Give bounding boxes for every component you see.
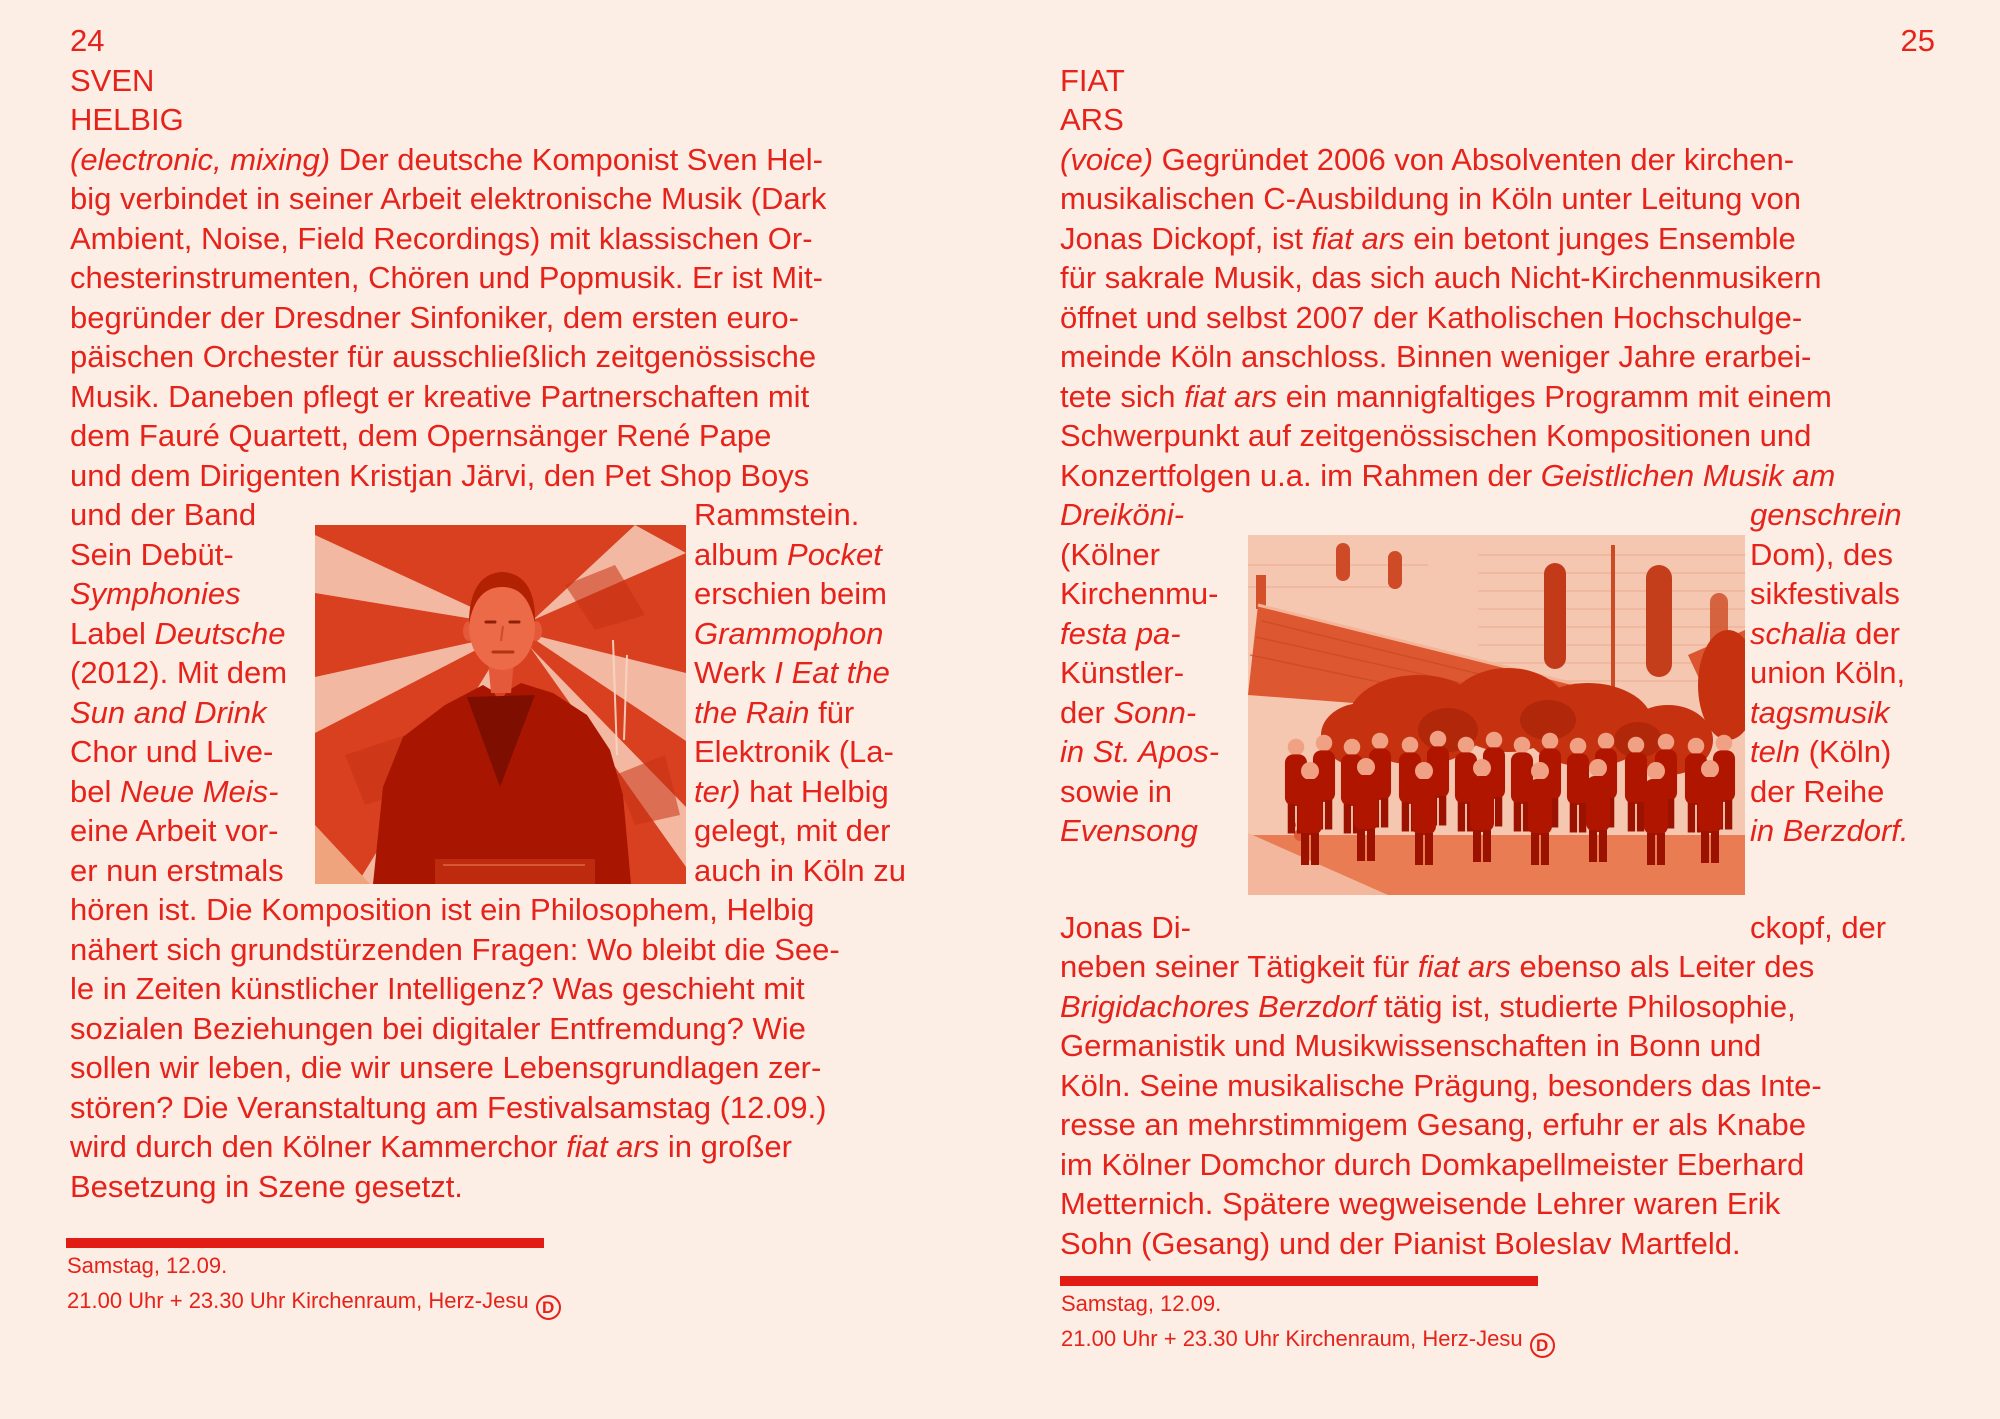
- wrap-fragment-left: festa pa-: [1060, 615, 1181, 651]
- wrap-fragment-right: erschien beim: [694, 576, 887, 611]
- text-line: (electronic, mixing) Der deutsche Komponist Sven Hel-: [70, 141, 823, 177]
- event-info-text: 21.00 Uhr + 23.30 Uhr Kirchenraum, Herz-Jesu: [67, 1288, 529, 1313]
- text-line: le in Zeiten künstlicher Intelligenz? Was geschieht mit: [70, 971, 805, 1006]
- text-line: Germanistik und Musikwissenschaften in Bonn und: [1060, 1028, 1762, 1063]
- wrap-fragment-right: Dom), des: [1750, 536, 1893, 572]
- text-line: Brigidachores Berzdorf tätig ist, studierte Philosophie,: [1060, 988, 1796, 1024]
- footer-rule: [66, 1238, 544, 1248]
- event-time-venue: [1061, 1325, 1555, 1358]
- wrap-fragment-right: album Pocket: [694, 536, 882, 572]
- wrap-fragment-right: Elektronik (La-: [694, 734, 894, 769]
- wrap-fragment-left: Künstler-: [1060, 655, 1185, 690]
- wrap-fragment-left: Sein Debüt-: [70, 536, 234, 572]
- wrap-fragment-right: teln (Köln): [1750, 734, 1892, 769]
- wrap-fragment-left: in St. Apos-: [1060, 734, 1220, 769]
- text-line: (voice) Gegründet 2006 von Absolventen der kirchen-: [1060, 141, 1795, 177]
- duotone-choir-graphic: [1248, 535, 1745, 895]
- wrap-fragment-right: auch in Köln zu: [694, 852, 906, 888]
- sven-helbig-photo: [315, 525, 686, 884]
- wrap-fragment-right: ter) hat Helbig: [694, 773, 889, 809]
- page-number: 25: [1900, 23, 1935, 58]
- text-line: hören ist. Die Komposition ist ein Philosophem, Helbig: [70, 892, 815, 927]
- wrap-fragment-right: Werk I Eat the: [694, 655, 890, 690]
- outro-paragraph: [1060, 947, 1935, 1263]
- text-line: meinde Köln anschloss. Binnen weniger Jahre erarbei-: [1060, 339, 1812, 374]
- text-line: im Kölner Domchor durch Domkapellmeister Eberhard: [1060, 1146, 1805, 1182]
- text-line: chesterinstrumenten, Chören und Popmusik. Er ist Mit-: [70, 260, 823, 295]
- text-line: wird durch den Kölner Kammerchor fiat ars in großer: [70, 1129, 792, 1164]
- wrap-fragment-left: Kirchenmu-: [1060, 576, 1219, 611]
- text-line: Schwerpunkt auf zeitgenössischen Kompositionen und: [1060, 418, 1812, 453]
- wrap-fragment-right: gelegt, mit der: [694, 813, 891, 848]
- wrap-fragment-left: Chor und Live-: [70, 734, 274, 769]
- event-date: Samstag, 12.09.: [1061, 1291, 1222, 1316]
- text-line: begründer der Dresdner Sinfoniker, dem ersten euro-: [70, 299, 799, 335]
- wrap-fragment-left: Symphonies: [70, 576, 241, 611]
- text-line: Metternich. Spätere wegweisende Lehrer waren Erik: [1060, 1186, 1781, 1221]
- text-line: nähert sich grundstürzenden Fragen: Wo bleibt die See-: [70, 931, 840, 967]
- venue-code-badge: D: [536, 1295, 561, 1320]
- wrap-fragment-right: tagsmusik: [1750, 694, 1890, 730]
- text-line: Musik. Daneben pflegt er kreative Partnerschaften mit: [70, 378, 810, 414]
- text-line: musikalischen C-Ausbildung in Köln unter Leitung von: [1060, 181, 1801, 216]
- wrap-fragment-right: ckopf, der: [1750, 909, 1887, 945]
- footer-rule: [1060, 1276, 1538, 1286]
- text-line: Sohn (Gesang) und der Pianist Boleslav Martfeld.: [1060, 1225, 1741, 1261]
- text-line: sollen wir leben, die wir unsere Lebensgrundlagen zer-: [70, 1050, 822, 1085]
- wrap-fragment-right: in Berzdorf.: [1750, 813, 1909, 848]
- wrap-fragment-left: bel Neue Meis-: [70, 773, 279, 809]
- event-date: Samstag, 12.09.: [67, 1253, 228, 1278]
- text-line: und dem Dirigenten Kristjan Järvi, den Pet Shop Boys: [70, 457, 810, 493]
- wrap-fragment-right: sikfestivals: [1750, 576, 1900, 611]
- artist-title-line: FIAT: [1060, 62, 1125, 98]
- text-line: stören? Die Veranstaltung am Festivalsamstag (12.09.): [70, 1089, 827, 1125]
- duotone-portrait-graphic: [315, 525, 686, 884]
- text-line: öffnet und selbst 2007 der Katholischen Hochschulge-: [1060, 299, 1803, 335]
- wrap-fragment-right: union Köln,: [1750, 655, 1906, 690]
- wrap-fragment-left: der Sonn-: [1060, 694, 1197, 730]
- wrap-fragment-left: Label Deutsche: [70, 615, 286, 651]
- wrap-fragment-left: (2012). Mit dem: [70, 655, 288, 690]
- wrap-fragment-left: sowie in: [1060, 773, 1172, 809]
- event-info-text: 21.00 Uhr + 23.30 Uhr Kirchenraum, Herz-Jesu: [1061, 1326, 1523, 1351]
- wrap-fragment-right: the Rain für: [694, 694, 855, 730]
- text-line: sozialen Beziehungen bei digitaler Entfremdung? Wie: [70, 1010, 806, 1046]
- text-line: big verbindet in seiner Arbeit elektronische Musik (Dark: [70, 181, 827, 216]
- wrap-fragment-left: eine Arbeit vor-: [70, 813, 279, 848]
- outro-paragraph: [70, 890, 910, 1206]
- artist-title-line: HELBIG: [70, 102, 184, 137]
- text-line: Ambient, Noise, Field Recordings) mit klassischen Or-: [70, 220, 813, 256]
- artist-title-line: SVEN: [70, 62, 155, 98]
- text-line: neben seiner Tätigkeit für fiat ars ebenso als Leiter des: [1060, 949, 1815, 984]
- wrap-fragment-left: Sun and Drink: [70, 694, 267, 730]
- venue-code-badge: D: [1530, 1333, 1555, 1358]
- text-line: tete sich fiat ars ein mannigfaltiges Programm mit einem: [1060, 378, 1832, 414]
- wrap-fragment-right: Grammophon: [694, 615, 884, 651]
- intro-paragraph: [1060, 140, 1935, 496]
- wrap-fragment-right: Rammstein.: [694, 497, 860, 532]
- split-text-row: [1060, 908, 1935, 948]
- text-line: Konzertfolgen u.a. im Rahmen der Geistlichen Musik am: [1060, 457, 1836, 493]
- wrap-fragment-left: Evensong: [1060, 813, 1198, 848]
- text-line: Besetzung in Szene gesetzt.: [70, 1168, 463, 1204]
- page-number: 24: [70, 23, 105, 58]
- wrap-fragment-right: schalia der: [1750, 615, 1900, 651]
- text-line: päischen Orchester für ausschließlich zeitgenössische: [70, 339, 817, 374]
- wrap-fragment-left: Jonas Di-: [1060, 909, 1191, 945]
- event-time-venue: [67, 1287, 561, 1320]
- wrap-fragment-left: (Kölner: [1060, 536, 1160, 572]
- wrap-fragment-right: genschrein: [1750, 497, 1902, 532]
- wrap-fragment-left: Dreiköni-: [1060, 497, 1185, 532]
- artist-title-line: ARS: [1060, 102, 1124, 137]
- intro-paragraph: [70, 140, 910, 496]
- text-line: Köln. Seine musikalische Prägung, besonders das Inte-: [1060, 1067, 1822, 1103]
- text-line: dem Fauré Quartett, dem Opernsänger René Pape: [70, 418, 772, 453]
- text-line: für sakrale Musik, das sich auch Nicht-Kirchenmusikern: [1060, 260, 1822, 295]
- fiat-ars-choir-photo: [1248, 535, 1745, 895]
- text-line: resse an mehrstimmigem Gesang, erfuhr er als Knabe: [1060, 1107, 1807, 1142]
- wrap-fragment-right: der Reihe: [1750, 773, 1885, 809]
- wrap-fragment-left: er nun erstmals: [70, 852, 284, 888]
- text-line: Jonas Dickopf, ist fiat ars ein betont junges Ensemble: [1060, 220, 1796, 256]
- wrap-fragment-left: und der Band: [70, 497, 257, 532]
